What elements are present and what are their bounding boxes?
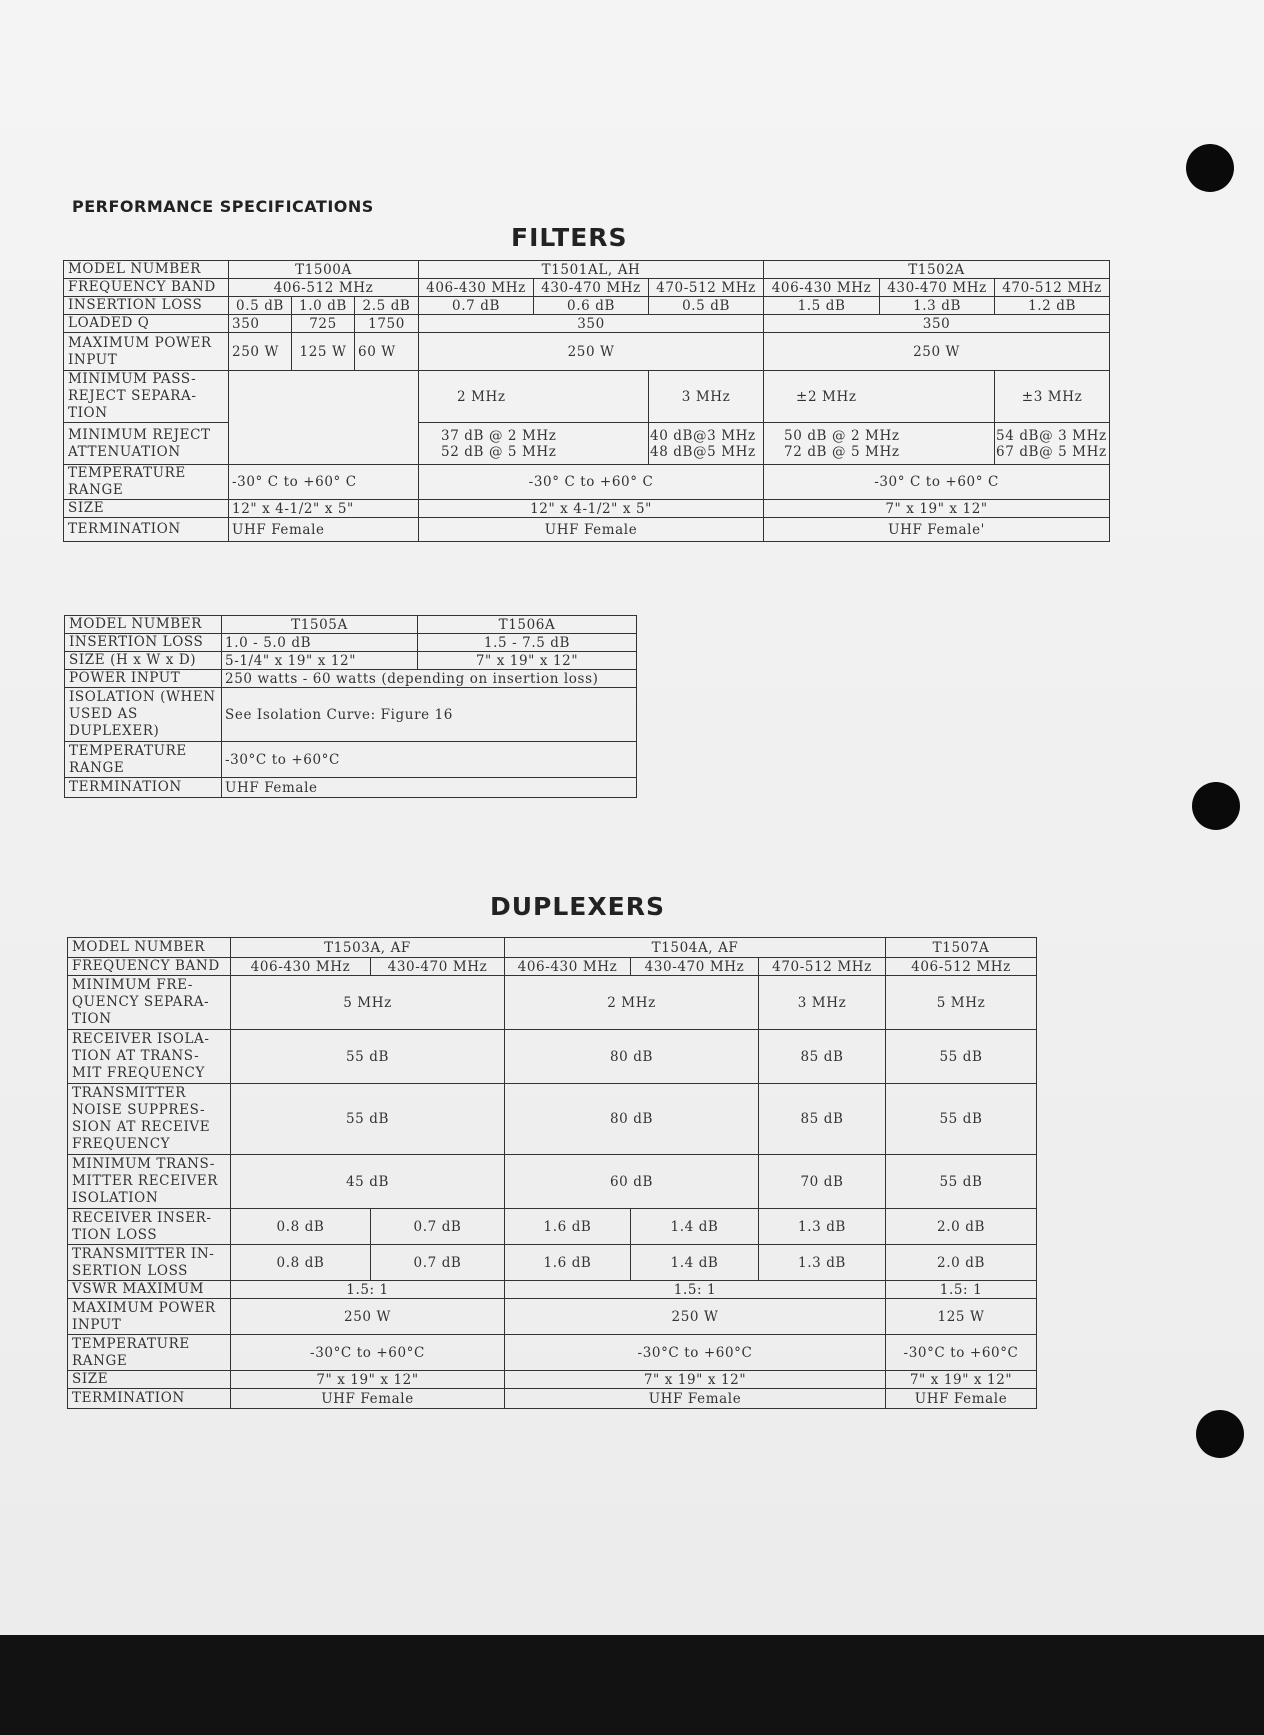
- row-label: TRANSMITTER IN-SERTION LOSS: [68, 1245, 231, 1281]
- cell: ±3 MHz: [995, 371, 1110, 423]
- cell: [995, 423, 1110, 465]
- cell: 2.0 dB: [886, 1245, 1037, 1281]
- cell: 1.3 dB: [759, 1209, 886, 1245]
- duplexers-table: [67, 937, 1037, 1409]
- cell: 250 W: [764, 333, 1110, 371]
- cell: 350: [229, 315, 292, 333]
- row-label: INSERTION LOSS: [64, 297, 229, 315]
- row-label: TRANSMITTER NOISE SUPPRES-SION AT RECEIVE FREQUENCY: [68, 1084, 231, 1155]
- cell: 2.5 dB: [355, 297, 419, 315]
- cell: 12" x 4-1/2" x 5": [229, 500, 419, 518]
- cell: T1505A: [222, 616, 418, 634]
- cell: 406-430 MHz: [419, 279, 534, 297]
- table-row: [64, 465, 1110, 500]
- cell: 125 W: [886, 1299, 1037, 1335]
- row-label: MINIMUM FRE-QUENCY SEPARA-TION: [68, 976, 231, 1030]
- cell: 0.8 dB: [231, 1245, 371, 1281]
- cell: 725: [292, 315, 355, 333]
- cell: 1750: [355, 315, 419, 333]
- table-row: [68, 1084, 1037, 1155]
- row-label: MAXIMUM POWER INPUT: [64, 333, 229, 371]
- row-label: TEMPERATURE RANGE: [68, 1335, 231, 1371]
- row-label: ISOLATION (WHEN USED AS DUPLEXER): [65, 688, 222, 742]
- cell: UHF Female': [764, 518, 1110, 542]
- cell: 1.5 dB: [764, 297, 880, 315]
- table-row: [68, 1371, 1037, 1389]
- row-label: MINIMUM PASS-REJECT SEPARA-TION: [64, 371, 229, 423]
- cell: 7" x 19" x 12": [231, 1371, 505, 1389]
- table-row: [65, 670, 637, 688]
- row-label: RECEIVER ISOLA-TION AT TRANS-MIT FREQUENCY: [68, 1030, 231, 1084]
- cell: [649, 423, 764, 465]
- cell: T1501AL, AH: [419, 261, 764, 279]
- cell: 0.5 dB: [649, 297, 764, 315]
- cell: 60 dB: [505, 1155, 759, 1209]
- row-label: MODEL NUMBER: [64, 261, 229, 279]
- table-row: [64, 518, 1110, 542]
- cell: 55 dB: [886, 1155, 1037, 1209]
- cell: [764, 423, 995, 465]
- cell: -30°C to +60°C: [886, 1335, 1037, 1371]
- table-row: [68, 1389, 1037, 1409]
- cell: 250 W: [419, 333, 764, 371]
- cell: 470-512 MHz: [995, 279, 1110, 297]
- table-row: [64, 333, 1110, 371]
- table-row: [64, 423, 1110, 465]
- row-label: SIZE: [64, 500, 229, 518]
- cell: 406-430 MHz: [231, 958, 371, 976]
- cell: UHF Female: [505, 1389, 886, 1409]
- row-label: SIZE: [68, 1371, 231, 1389]
- table-row: [68, 1030, 1037, 1084]
- cell: 5-1/4" x 19" x 12": [222, 652, 418, 670]
- cell: UHF Female: [231, 1389, 505, 1409]
- cell: UHF Female: [886, 1389, 1037, 1409]
- cell-line: 48 dB@5 MHz: [650, 443, 756, 460]
- cell: 80 dB: [505, 1084, 759, 1155]
- cell: 406-430 MHz: [764, 279, 880, 297]
- row-label: MINIMUM REJECT ATTENUATION: [64, 423, 229, 465]
- cell: 55 dB: [886, 1030, 1037, 1084]
- cell: 406-512 MHz: [229, 279, 419, 297]
- cell: -30° C to +60° C: [419, 465, 764, 500]
- row-label: MAXIMUM POWER INPUT: [68, 1299, 231, 1335]
- filters-title: FILTERS: [511, 223, 628, 252]
- table-row: [68, 1209, 1037, 1245]
- filters-table: [63, 260, 1110, 542]
- row-label: POWER INPUT: [65, 670, 222, 688]
- cell: 1.5: 1: [231, 1281, 505, 1299]
- table-row: [68, 958, 1037, 976]
- cell: 2 MHz: [419, 371, 649, 423]
- cell: 1.4 dB: [631, 1209, 759, 1245]
- duplexers-title: DUPLEXERS: [490, 892, 665, 921]
- table-row: [68, 1299, 1037, 1335]
- cell: 430-470 MHz: [371, 958, 505, 976]
- cell: T1503A, AF: [231, 938, 505, 958]
- cell-line: 72 dB @ 5 MHz: [784, 443, 900, 460]
- cell: -30°C to +60°C: [505, 1335, 886, 1371]
- cell: 2 MHz: [505, 976, 759, 1030]
- cell: 250 W: [505, 1299, 886, 1335]
- table-row: [64, 500, 1110, 518]
- cell: 1.5: 1: [886, 1281, 1037, 1299]
- cell: 1.6 dB: [505, 1209, 631, 1245]
- cell: 0.6 dB: [534, 297, 649, 315]
- cell: 250 W: [231, 1299, 505, 1335]
- table-row: [64, 261, 1110, 279]
- table-row: [65, 616, 637, 634]
- cell: 430-470 MHz: [880, 279, 995, 297]
- row-label: TERMINATION: [65, 778, 222, 798]
- cell: 85 dB: [759, 1084, 886, 1155]
- row-label: MINIMUM TRANS-MITTER RECEIVER ISOLATION: [68, 1155, 231, 1209]
- cell: 7" x 19" x 12": [886, 1371, 1037, 1389]
- cell: 2.0 dB: [886, 1209, 1037, 1245]
- cell: 1.5: 1: [505, 1281, 886, 1299]
- table-row: [64, 297, 1110, 315]
- cell: 80 dB: [505, 1030, 759, 1084]
- cell: T1506A: [418, 616, 637, 634]
- filters-table-2: [64, 615, 637, 798]
- cell: 5 MHz: [231, 976, 505, 1030]
- table-row: [68, 976, 1037, 1030]
- cell: T1507A: [886, 938, 1037, 958]
- row-label: TERMINATION: [64, 518, 229, 542]
- cell: 12" x 4-1/2" x 5": [419, 500, 764, 518]
- cell: 85 dB: [759, 1030, 886, 1084]
- row-label: FREQUENCY BAND: [68, 958, 231, 976]
- table-row: [68, 938, 1037, 958]
- cell: 1.3 dB: [880, 297, 995, 315]
- cell: 0.8 dB: [231, 1209, 371, 1245]
- cell: -30° C to +60° C: [764, 465, 1110, 500]
- cell-line: 52 dB @ 5 MHz: [441, 443, 557, 460]
- table-row: [64, 279, 1110, 297]
- cell: UHF Female: [419, 518, 764, 542]
- cell: 406-430 MHz: [505, 958, 631, 976]
- cell: T1502A: [764, 261, 1110, 279]
- cell: 430-470 MHz: [631, 958, 759, 976]
- row-label: INSERTION LOSS: [65, 634, 222, 652]
- scanner-background: [0, 1635, 1264, 1735]
- cell: T1500A: [229, 261, 419, 279]
- table-row: [65, 778, 637, 798]
- cell: 0.7 dB: [419, 297, 534, 315]
- punch-hole: [1192, 782, 1240, 830]
- table-row: [65, 742, 637, 778]
- cell: 3 MHz: [649, 371, 764, 423]
- cell: 470-512 MHz: [649, 279, 764, 297]
- cell: 55 dB: [231, 1030, 505, 1084]
- cell: 1.0 dB: [292, 297, 355, 315]
- cell: 55 dB: [231, 1084, 505, 1155]
- table-row: [68, 1155, 1037, 1209]
- cell: 55 dB: [886, 1084, 1037, 1155]
- cell: 125 W: [292, 333, 355, 371]
- cell: 3 MHz: [759, 976, 886, 1030]
- cell-line: 54 dB@ 3 MHz: [996, 427, 1107, 444]
- cell: 70 dB: [759, 1155, 886, 1209]
- cell: ±2 MHz: [764, 371, 995, 423]
- row-label: TEMPERATURE RANGE: [64, 465, 229, 500]
- cell: -30°C to +60°C: [222, 742, 637, 778]
- cell-line: 40 dB@3 MHz: [650, 427, 756, 444]
- cell: 0.5 dB: [229, 297, 292, 315]
- table-row: [65, 652, 637, 670]
- table-row: [68, 1245, 1037, 1281]
- cell: 45 dB: [231, 1155, 505, 1209]
- cell-line: 37 dB @ 2 MHz: [441, 427, 557, 444]
- row-label: VSWR MAXIMUM: [68, 1281, 231, 1299]
- empty-cell: [229, 371, 419, 465]
- cell: 0.7 dB: [371, 1209, 505, 1245]
- cell: 7" x 19" x 12": [418, 652, 637, 670]
- punch-hole: [1196, 1410, 1244, 1458]
- cell: 250 W: [229, 333, 292, 371]
- table-row: [68, 1281, 1037, 1299]
- cell: 0.7 dB: [371, 1245, 505, 1281]
- cell: T1504A, AF: [505, 938, 886, 958]
- cell: 350: [419, 315, 764, 333]
- cell: 7" x 19" x 12": [764, 500, 1110, 518]
- cell: 350: [764, 315, 1110, 333]
- table-row: [64, 371, 1110, 423]
- row-label: SIZE (H x W x D): [65, 652, 222, 670]
- cell: 250 watts - 60 watts (depending on insertion loss): [222, 670, 637, 688]
- cell: 1.4 dB: [631, 1245, 759, 1281]
- cell-line: 67 dB@ 5 MHz: [996, 443, 1107, 460]
- cell: UHF Female: [229, 518, 419, 542]
- row-label: TERMINATION: [68, 1389, 231, 1409]
- cell-line: 50 dB @ 2 MHz: [784, 427, 900, 444]
- table-row: [65, 634, 637, 652]
- cell: See Isolation Curve: Figure 16: [222, 688, 637, 742]
- table-row: [65, 688, 637, 742]
- cell: 7" x 19" x 12": [505, 1371, 886, 1389]
- page-heading: PERFORMANCE SPECIFICATIONS: [72, 197, 374, 216]
- cell: [419, 423, 649, 465]
- cell: 1.0 - 5.0 dB: [222, 634, 418, 652]
- cell: 470-512 MHz: [759, 958, 886, 976]
- row-label: MODEL NUMBER: [65, 616, 222, 634]
- cell: 60 W: [355, 333, 419, 371]
- row-label: RECEIVER INSER-TION LOSS: [68, 1209, 231, 1245]
- row-label: FREQUENCY BAND: [64, 279, 229, 297]
- cell: 1.2 dB: [995, 297, 1110, 315]
- cell: 406-512 MHz: [886, 958, 1037, 976]
- row-label: LOADED Q: [64, 315, 229, 333]
- cell: -30° C to +60° C: [229, 465, 419, 500]
- cell: 1.3 dB: [759, 1245, 886, 1281]
- table-row: [68, 1335, 1037, 1371]
- cell: 430-470 MHz: [534, 279, 649, 297]
- cell: 5 MHz: [886, 976, 1037, 1030]
- cell: 1.5 - 7.5 dB: [418, 634, 637, 652]
- cell: -30°C to +60°C: [231, 1335, 505, 1371]
- row-label: MODEL NUMBER: [68, 938, 231, 958]
- table-row: [64, 315, 1110, 333]
- cell: 1.6 dB: [505, 1245, 631, 1281]
- punch-hole: [1186, 144, 1234, 192]
- cell: UHF Female: [222, 778, 637, 798]
- row-label: TEMPERATURE RANGE: [65, 742, 222, 778]
